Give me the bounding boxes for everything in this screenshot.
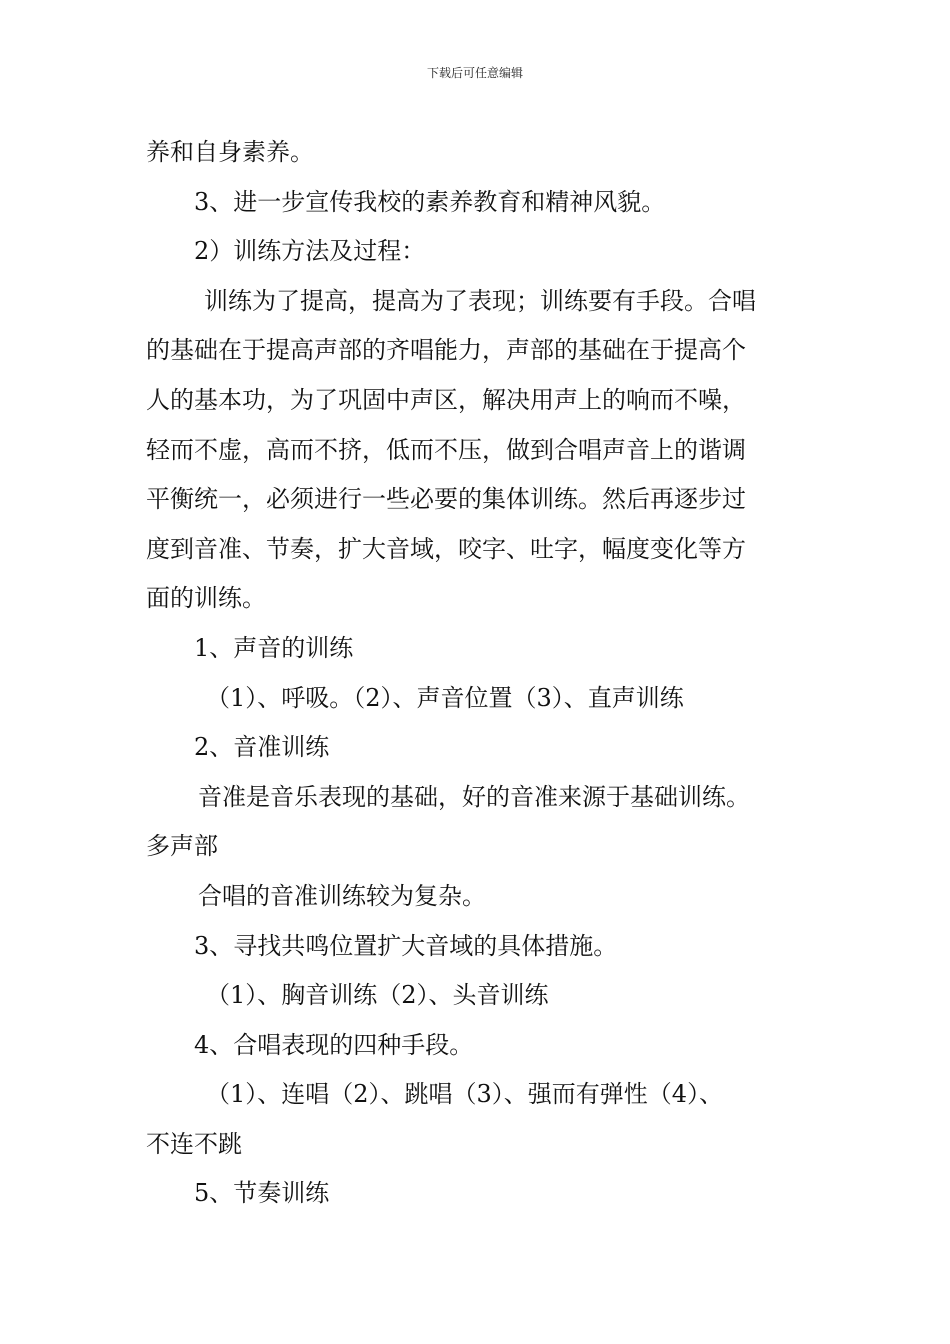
subheading-expression: 4、合唱表现的四种手段。 <box>194 1030 474 1059</box>
paragraph-line: 多声部 <box>146 832 218 861</box>
list-item-3: 3、进一步宣传我校的素养教育和精神风貌。 <box>194 187 666 216</box>
list-line: （1）、胸音训练（2）、头音训练 <box>206 981 549 1010</box>
list-line: （1）、呼吸。（2）、声音位置（3）、直声训练 <box>206 683 684 712</box>
section-heading-methods: 2）训练方法及过程： <box>194 237 426 266</box>
paragraph-line: 轻而不虚，高而不挤，低而不压，做到合唱声音上的谐调 <box>146 435 746 464</box>
header-text: 下载后可任意编辑 <box>426 66 523 80</box>
paragraph-line: 面的训练。 <box>146 584 266 613</box>
paragraph-line: 人的基本功，为了巩固中声区，解决用声上的响而不噪， <box>146 385 746 414</box>
subheading-resonance: 3、寻找共鸣位置扩大音域的具体措施。 <box>194 931 618 960</box>
paragraph-line: 训练为了提高，提高为了表现；训练要有手段。合唱 <box>204 286 756 315</box>
document-body <box>146 128 816 1219</box>
paragraph-continuation: 养和自身素养。 <box>146 138 314 166</box>
paragraph-line: 度到音准、节奏，扩大音域，咬字、吐字，幅度变化等方 <box>146 534 746 563</box>
list-line: 不连不跳 <box>146 1129 242 1158</box>
subheading-voice-training: 1、声音的训练 <box>194 633 354 662</box>
paragraph-line: 音准是音乐表现的基础，好的音准来源于基础训练。 <box>198 782 750 811</box>
subheading-rhythm: 5、节奏训练 <box>194 1179 330 1208</box>
subheading-pitch-training: 2、音准训练 <box>194 733 330 762</box>
paragraph-line: 合唱的音准训练较为复杂。 <box>198 881 486 910</box>
list-line: （1）、连唱（2）、跳唱（3）、强而有弹性（4）、 <box>206 1080 724 1109</box>
paragraph-line: 平衡统一，必须进行一些必要的集体训练。然后再逐步过 <box>146 485 746 514</box>
page-header <box>0 65 950 81</box>
paragraph-line: 的基础在于提高声部的齐唱能力，声部的基础在于提高个 <box>146 336 746 365</box>
